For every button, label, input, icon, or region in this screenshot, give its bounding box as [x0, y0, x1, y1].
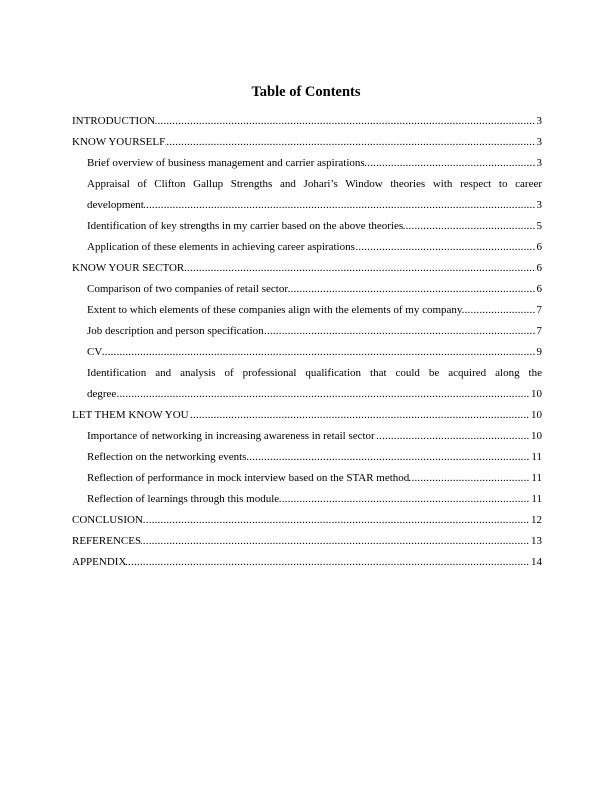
table-of-contents [72, 111, 542, 573]
toc-entry-page: 13 [530, 531, 542, 552]
toc-entry-label: INTRODUCTION [72, 115, 156, 127]
toc-entry-page: 6 [536, 237, 543, 258]
toc-entry-introduction[interactable] [72, 111, 542, 132]
toc-entry-page: 5 [536, 216, 543, 237]
toc-entry-page: 7 [536, 300, 543, 321]
toc-entry-business-overview[interactable] [72, 153, 542, 174]
toc-entry-appendix[interactable] [72, 552, 542, 573]
toc-entry-page: 6 [536, 279, 543, 300]
toc-entry-page: 3 [536, 111, 543, 132]
toc-entry-page: 3 [536, 132, 543, 153]
toc-entry-label: KNOW YOURSELF [72, 136, 166, 148]
toc-entry-label: APPENDIX [72, 556, 127, 568]
toc-entry-cv[interactable] [72, 342, 542, 363]
toc-title: Table of Contents [251, 84, 361, 100]
toc-entry-key-strengths[interactable] [72, 216, 542, 237]
toc-entry-label: LET THEM KNOW YOU [72, 409, 189, 421]
toc-entry-job-description[interactable] [72, 321, 542, 342]
toc-entry-label: CONCLUSION [72, 514, 143, 526]
toc-entry-label: REFERENCES [72, 535, 142, 547]
toc-entry-label: Application of these elements in achieving career aspirations [87, 241, 355, 253]
toc-entry-label-line2: degree [87, 388, 117, 400]
toc-entry-mock-interview[interactable] [72, 468, 542, 489]
toc-entry-label: Comparison of two companies of retail sector [87, 283, 289, 295]
toc-entry-label: Job description and person specification [87, 325, 264, 337]
toc-entry-page: 11 [530, 447, 542, 468]
toc-entry-page: 7 [536, 321, 543, 342]
toc-entry-label: CV [87, 346, 103, 358]
toc-entry-let-them-know-you[interactable] [72, 405, 542, 426]
toc-entry-know-your-sector[interactable] [72, 258, 542, 279]
toc-entry-elements-align[interactable] [72, 300, 542, 321]
toc-entry-label: Brief overview of business management and carrier aspirations [87, 157, 365, 169]
toc-entry-page: 9 [536, 342, 543, 363]
toc-entry-page: 10 [530, 384, 542, 405]
toc-entry-professional-qualification[interactable] [72, 363, 542, 405]
toc-entry-label: Reflection of performance in mock interview based on the STAR method [87, 472, 410, 484]
toc-entry-conclusion[interactable] [72, 510, 542, 531]
toc-entry-label: Identification of key strengths in my carrier based on the above theories [87, 220, 404, 232]
toc-entry-page: 3 [536, 195, 543, 216]
toc-entry-label: Reflection on the networking events [87, 451, 247, 463]
toc-entry-application-elements[interactable] [72, 237, 542, 258]
toc-entry-networking-reflection[interactable] [72, 447, 542, 468]
toc-entry-page: 14 [530, 552, 542, 573]
toc-entry-page: 11 [530, 489, 542, 510]
toc-entry-references[interactable] [72, 531, 542, 552]
toc-entry-comparison-companies[interactable] [72, 279, 542, 300]
toc-entry-page: 10 [530, 426, 542, 447]
toc-entry-module-learnings[interactable] [72, 489, 542, 510]
toc-entry-know-yourself[interactable] [72, 132, 542, 153]
toc-entry-label: Extent to which elements of these companies align with the elements of my company [87, 304, 463, 316]
toc-entry-page: 11 [530, 468, 542, 489]
toc-entry-label-line2: development [87, 199, 144, 211]
toc-entry-page: 6 [536, 258, 543, 279]
toc-entry-page: 12 [530, 510, 542, 531]
toc-entry-label: Reflection of learnings through this module [87, 493, 280, 505]
toc-entry-label-line1: Appraisal of Clifton Gallup Strengths and Johari’s Window theories with respect to career [87, 178, 542, 190]
toc-entry-label: Importance of networking in increasing awareness in retail sector [87, 430, 375, 442]
toc-entry-networking-importance[interactable] [72, 426, 542, 447]
toc-entry-label: KNOW YOUR SECTOR [72, 262, 185, 274]
toc-entry-appraisal-clifton-johari[interactable] [72, 174, 542, 216]
toc-entry-label-line1: Identification and analysis of professional qualification that could be acquired along the [87, 367, 542, 379]
toc-entry-page: 3 [536, 153, 543, 174]
toc-entry-page: 10 [530, 405, 542, 426]
